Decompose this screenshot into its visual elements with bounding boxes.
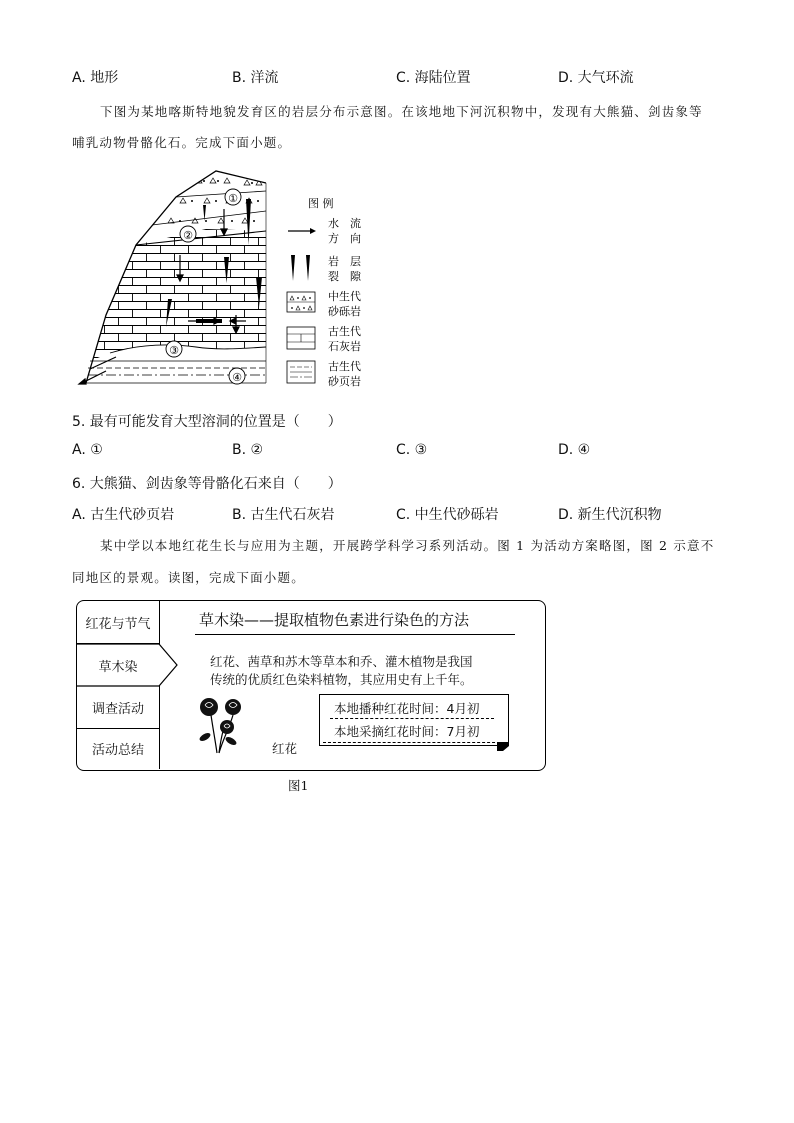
q4-option-d: D. 大气环流 xyxy=(558,70,634,86)
karst-strata-diagram xyxy=(76,165,376,393)
legend-shale-bottom: 砂页岩 xyxy=(328,375,361,388)
menu-item-survey: 调查活动 xyxy=(77,685,159,729)
q6-option-c: C. 中生代砂砾岩 xyxy=(396,507,499,523)
note-harvest-time: 本地采摘红花时间：7月初 xyxy=(334,724,480,739)
q5-option-c: C. ③ xyxy=(396,442,428,458)
legend-flow-bottom: 方 向 xyxy=(328,232,361,245)
legend-limestone-bottom: 石灰岩 xyxy=(328,340,361,353)
q4-option-a: A. 地形 xyxy=(72,70,119,86)
legend-shale-top: 古生代 xyxy=(328,360,361,373)
flower-label: 红花 xyxy=(272,741,298,756)
note-sow-time: 本地播种红花时间：4月初 xyxy=(334,701,480,716)
legend-fissure-top: 岩 层 xyxy=(328,255,361,268)
q5-stem: 5. 最有可能发育大型溶洞的位置是（ ） xyxy=(72,414,342,430)
note-fold-icon xyxy=(497,742,511,752)
q6-option-b: B. 古生代石灰岩 xyxy=(232,507,335,523)
safflower-icon xyxy=(195,693,251,755)
menu-item-dyeing: 草木染 xyxy=(98,659,138,675)
note-card xyxy=(319,694,509,746)
marker-3: ③ xyxy=(169,344,179,357)
plan-desc-line1: 红花、茜草和苏木等草本和乔、灌木植物是我国 xyxy=(210,654,473,669)
note-divider-bottom xyxy=(323,742,505,743)
legend-limestone-top: 古生代 xyxy=(328,325,361,338)
intro2-line2: 同地区的景观。读图，完成下面小题。 xyxy=(72,570,305,585)
intro2-line1: 某中学以本地红花生长与应用为主题，开展跨学科学习系列活动。图 1 为活动方案略图，图 2 示意不 xyxy=(100,538,715,553)
activity-plan-box xyxy=(76,600,546,771)
intro1-line1: 下图为某地喀斯特地貌发育区的岩层分布示意图。在该地地下河沉积物中，发现有大熊猫、剑齿象等 xyxy=(100,104,703,119)
legend-flow-top: 水 流 xyxy=(328,217,361,230)
figure-caption: 图1 xyxy=(288,778,309,793)
plan-desc-line2: 传统的优质红色染料植物，其应用史有上千年。 xyxy=(210,672,473,687)
q4-option-c: C. 海陆位置 xyxy=(396,70,471,86)
marker-2: ② xyxy=(183,229,193,242)
q5-option-a: A. ① xyxy=(72,442,103,458)
q5-option-d: D. ④ xyxy=(558,442,591,458)
menu-item-summary: 活动总结 xyxy=(91,743,144,758)
note-divider xyxy=(330,718,494,719)
q4-option-b: B. 洋流 xyxy=(232,70,279,86)
title-underline xyxy=(195,634,515,635)
marker-1: ① xyxy=(228,192,238,205)
plan-title: 草木染——提取植物色素进行染色的方法 xyxy=(199,611,470,629)
legend-conglomerate-bottom: 砂砾岩 xyxy=(328,305,361,318)
legend-conglomerate-top: 中生代 xyxy=(328,290,361,303)
q5-option-b: B. ② xyxy=(232,442,264,458)
legend-title: 图 例 xyxy=(308,197,334,210)
q6-option-d: D. 新生代沉积物 xyxy=(558,507,662,523)
legend-fissure-bottom: 裂 隙 xyxy=(328,270,361,283)
marker-4: ④ xyxy=(232,371,242,384)
q6-option-a: A. 古生代砂页岩 xyxy=(72,507,175,523)
q6-stem: 6. 大熊猫、剑齿象等骨骼化石来自（ ） xyxy=(72,476,342,492)
menu-item-festival: 红花与节气 xyxy=(77,601,159,644)
intro1-line2: 哺乳动物骨骼化石。完成下面小题。 xyxy=(72,135,292,150)
